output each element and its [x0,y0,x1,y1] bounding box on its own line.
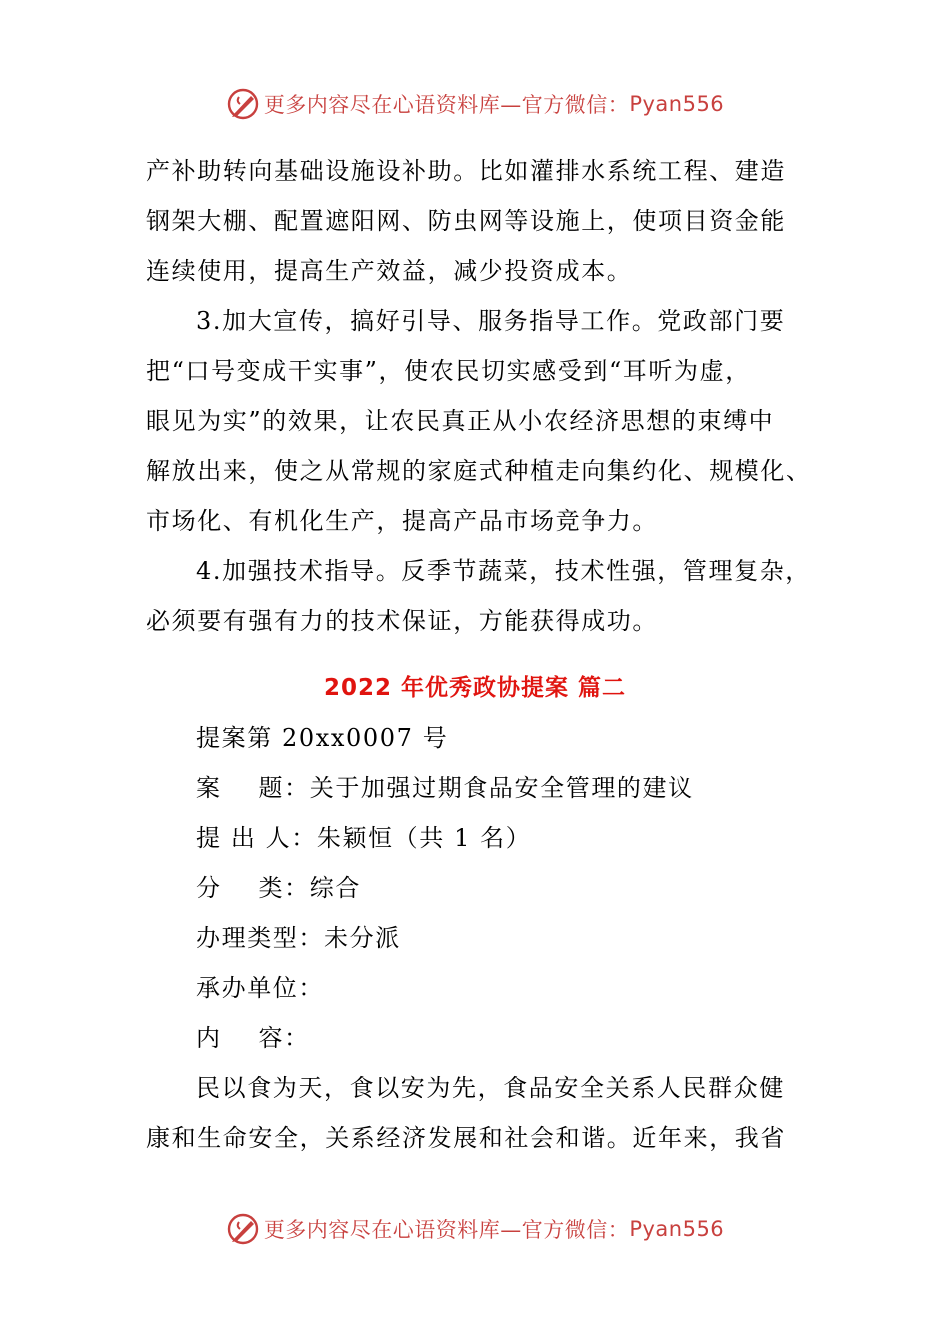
proposal-number: 提案第 20xx0007 号 [196,724,449,752]
pen-logo-icon [226,1212,260,1246]
text-line: 民以食为天，食以安为先，食品安全关系人民群众健 [196,1074,785,1102]
text-line: 连续使用，提高生产效益，减少投资成本。 [146,257,633,285]
banner-handle: Pyan556 [629,1217,725,1241]
proposal-content-label: 内 容： [196,1024,310,1052]
text-line: 产补助转向基础设施设补助。比如灌排水系统工程、建造 [146,157,786,185]
proposal-category: 分 类：综合 [196,874,361,902]
proposal-undertaking-unit: 承办单位： [196,974,324,1002]
footer-banner[interactable] [0,1209,950,1249]
proposal-title: 案 题：关于加强过期食品安全管理的建议 [196,774,694,802]
text-line: 把“口号变成干实事”，使农民切实感受到“耳听为虚， [146,357,751,385]
proposal-proposer: 提 出 人：朱颖恒（共 1 名） [196,824,532,852]
banner-handle: Pyan556 [629,92,725,116]
pen-logo-icon [226,87,260,121]
text-line: 市场化、有机化生产，提高产品市场竞争力。 [146,507,658,535]
text-line: 解放出来，使之从常规的家庭式种植走向集约化、规模化、 [146,457,812,485]
text-line: 4.加强技术指导。反季节蔬菜，技术性强，管理复杂， [196,557,811,585]
proposal-handling-type: 办理类型：未分派 [196,924,401,952]
text-line: 必须要有强有力的技术保证，方能获得成功。 [146,607,658,635]
text-line: 3.加大宣传，搞好引导、服务指导工作。党政部门要 [196,307,786,335]
section-heading: 2022 年优秀政协提案 篇二 [323,675,627,701]
banner-text: 更多内容尽在心语资料库—官方微信： [263,1218,630,1242]
text-line: 钢架大棚、配置遮阳网、防虫网等设施上，使项目资金能 [146,207,786,235]
text-line: 眼见为实”的效果，让农民真正从小农经济思想的束缚中 [146,407,775,435]
header-banner[interactable] [0,84,950,124]
text-line: 康和生命安全，关系经济发展和社会和谐。近年来，我省 [146,1124,786,1152]
banner-text: 更多内容尽在心语资料库—官方微信： [263,93,630,117]
